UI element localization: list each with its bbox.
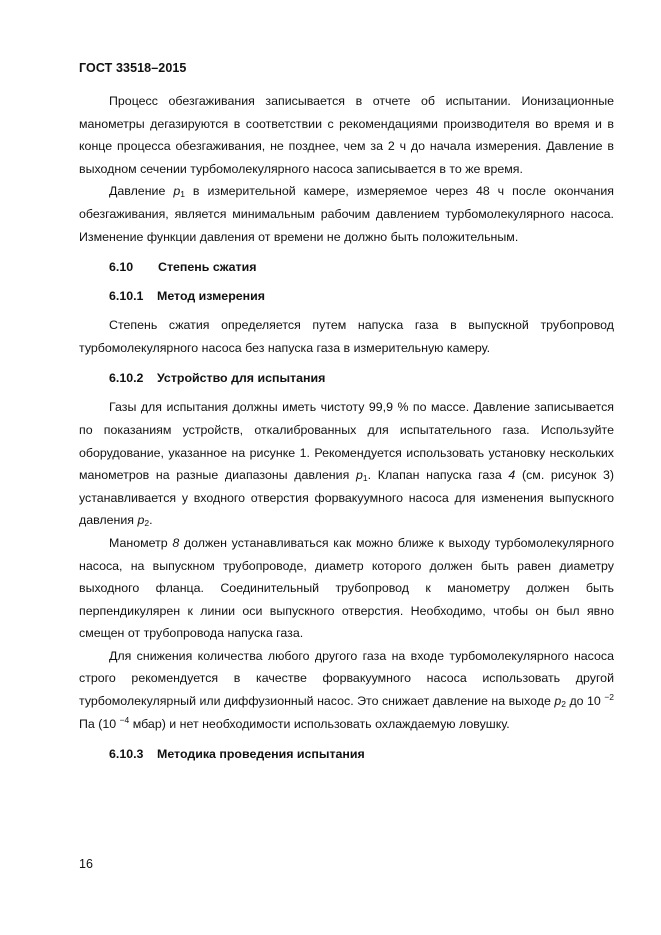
section-title: Метод измерения [157, 289, 265, 304]
subscript: 1 [362, 473, 368, 484]
paragraph-outgassing-record: Процесс обезгаживания записывается в отчете об испытании. Ионизационные манометры дегазируются в соответствии с рекомендациями производителя во время и в конце процесса обезгаживания, не позднее, чем за 2 ч до начала измерения. Давление в выходном сечении турбомолекулярного насоса записывается в то же время. [79, 94, 614, 176]
text-run: (см. рисунок 3) устанавливается у входного отверстия форвакуумного насоса для изменения выпускного давления [79, 468, 614, 528]
section-number: 6.10.3 [109, 747, 144, 762]
text-run: Манометр [109, 535, 173, 550]
section-number: 6.10.2 [109, 371, 144, 386]
text-run: должен устанавливаться как можно ближе к выходу турбомолекулярного насоса, на выпускном трубопроводе, диаметр которого должен быть равен диаметру выходного фланца. Соединительный трубопровод к манометру должен быть перпендикулярен к линии оси выпускного отверстия. Необходимо, чтобы он был явно смещен от трубопровода напуска газа. [79, 535, 614, 641]
paragraph-test-gases [79, 396, 614, 532]
paragraph-gauge-placement [79, 532, 614, 645]
symbol-p: p [137, 513, 145, 528]
item-number: 4 [508, 468, 516, 483]
symbol-p: p [355, 468, 363, 483]
text-run: мбар) и нет необходимости использовать охлаждаемую ловушку. [129, 716, 510, 731]
text-run: Для снижения количества любого другого газа на входе турбомолекулярного насоса строго рекомендуется в качестве форвакуумного насоса использовать другой турбомолекулярный или диффузионный насос. Это снижает давление на выходе [79, 648, 614, 709]
paragraph-backing-pump [79, 645, 614, 735]
superscript: −4 [119, 714, 130, 725]
symbol-p: p [173, 184, 181, 199]
section-number: 6.10 [109, 260, 134, 275]
paragraph-compression-method: Степень сжатия определяется путем напуска газа в выпускной трубопровод турбомолекулярного насоса без напуска газа в измерительную камеру. [79, 318, 614, 355]
text-run: Па (10 [79, 716, 120, 731]
standard-header: ГОСТ 33518–2015 [79, 61, 187, 75]
text-run: в измерительной камере, измеряемое через 48 ч после окончания обезгаживания, является минимальным рабочим давлением турбомолекулярного насоса. Изменение функции давления от времени не должно быть положительным. [79, 184, 614, 244]
section-heading-6-10-3 [109, 744, 614, 764]
symbol-p: p [554, 694, 562, 709]
paragraph-minimum-pressure [79, 180, 614, 248]
superscript: −2 [604, 692, 615, 703]
section-heading-6-10 [109, 257, 614, 277]
text-run: Газы для испытания должны иметь чистоту 99,9 % по массе. Давление записывается по показаниям устройств, откалиброванных для испытательного газа. Используйте оборудование, указанное на рисунке 1. Рекомендуется использовать установку нескольких манометров на разные диапазоны давления [79, 400, 614, 483]
subscript: 1 [180, 189, 185, 200]
text-run: . [149, 513, 153, 528]
page-number: 16 [79, 857, 93, 871]
document-body [79, 90, 614, 772]
subscript: 2 [144, 518, 150, 529]
text-run: . Клапан напуска газа [367, 468, 509, 483]
section-heading-6-10-1 [109, 286, 614, 306]
subscript: 2 [561, 699, 566, 710]
section-title: Устройство для испытания [157, 371, 326, 386]
item-number: 8 [172, 535, 180, 550]
section-number: 6.10.1 [109, 289, 144, 304]
section-title: Методика проведения испытания [157, 747, 365, 762]
text-run: до 10 [565, 694, 605, 709]
section-heading-6-10-2 [109, 368, 614, 388]
text-run: Давление [109, 184, 174, 199]
section-title: Степень сжатия [158, 260, 257, 275]
